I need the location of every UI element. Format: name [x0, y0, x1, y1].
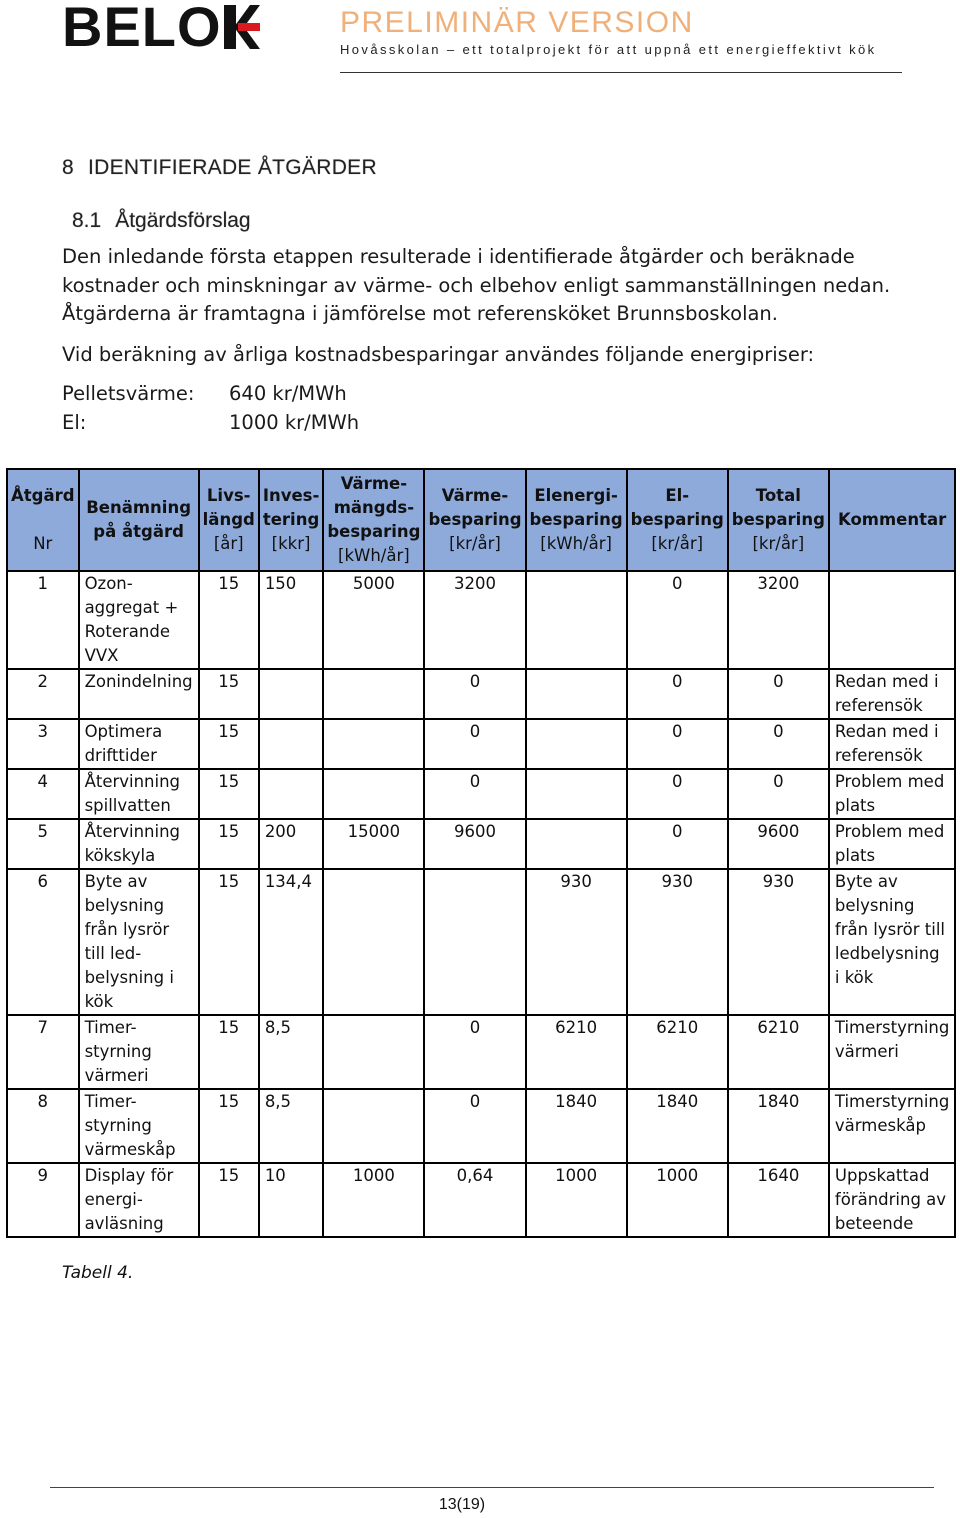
cell-livslangd: 15 — [199, 1015, 259, 1089]
header-elenergi: Elenergi- besparing [kWh/år] — [526, 469, 627, 571]
header-investering: Inves- tering [kkr] — [259, 469, 324, 571]
cell-investering — [259, 719, 324, 769]
cell-elbesparing: 0 — [627, 571, 728, 669]
section-number: 8 — [62, 156, 74, 179]
cell-varmemangd — [323, 1089, 424, 1163]
header-total: Total besparing [kr/år] — [728, 469, 829, 571]
table-row — [7, 819, 955, 869]
cell-livslangd: 15 — [199, 1163, 259, 1237]
cell-total: 0 — [728, 769, 829, 819]
cell-elenergi: 1000 — [526, 1163, 627, 1237]
logo-k-mark-icon — [224, 5, 260, 49]
cell-nr: 4 — [7, 769, 79, 819]
cell-kommentar: Redan med i referensök — [829, 719, 955, 769]
price-row-el — [62, 411, 360, 434]
cell-name: Timer- styrning värmeskåp — [79, 1089, 199, 1163]
cell-name: Display för energi- avläsning — [79, 1163, 199, 1237]
cell-varmemangd — [323, 669, 424, 719]
cell-investering: 8,5 — [259, 1089, 324, 1163]
table-row — [7, 769, 955, 819]
cell-livslangd: 15 — [199, 819, 259, 869]
cell-varmebesparing: 0 — [424, 769, 525, 819]
cell-name: Zonindelning — [79, 669, 199, 719]
header-atgard: Åtgärd Nr — [7, 469, 79, 571]
header-varmebesparing: Värme- besparing [kr/år] — [424, 469, 525, 571]
table-row — [7, 869, 955, 1015]
cell-livslangd: 15 — [199, 719, 259, 769]
document-subtitle: Hovåsskolan – ett totalprojekt för att uppnå ett energieffektivt kök — [340, 42, 877, 57]
cell-investering: 150 — [259, 571, 324, 669]
cell-elbesparing: 1000 — [627, 1163, 728, 1237]
cell-investering: 10 — [259, 1163, 324, 1237]
cell-investering — [259, 769, 324, 819]
cell-elbesparing: 930 — [627, 869, 728, 1015]
cell-varmebesparing: 3200 — [424, 571, 525, 669]
header-varmemangd: Värme- mängds- besparing [kWh/år] — [323, 469, 424, 571]
cell-total: 0 — [728, 669, 829, 719]
header-kommentar: Kommentar — [829, 469, 955, 571]
cell-elenergi — [526, 669, 627, 719]
table-row — [7, 1015, 955, 1089]
cell-elbesparing: 1840 — [627, 1089, 728, 1163]
cell-varmemangd — [323, 869, 424, 1015]
price-value: 640 kr/MWh — [229, 382, 347, 405]
cell-investering — [259, 669, 324, 719]
cell-elbesparing: 0 — [627, 669, 728, 719]
cell-kommentar: Byte av belysning från lysrör till ledbelysning i kök — [829, 869, 955, 1015]
cell-nr: 5 — [7, 819, 79, 869]
energy-price-intro: Vid beräkning av årliga kostnadsbesparingar användes följande energipriser: — [62, 343, 815, 366]
table-row — [7, 1163, 955, 1237]
cell-nr: 8 — [7, 1089, 79, 1163]
cell-elbesparing: 0 — [627, 819, 728, 869]
header-elbesparing: El- besparing [kr/år] — [627, 469, 728, 571]
cell-elenergi: 6210 — [526, 1015, 627, 1089]
cell-nr: 3 — [7, 719, 79, 769]
cell-livslangd: 15 — [199, 769, 259, 819]
price-label: Pelletsvärme: — [62, 382, 195, 405]
cell-total: 9600 — [728, 819, 829, 869]
intro-paragraph: Den inledande första etappen resulterade i identifierade åtgärder och beräknade kostnader och minskningar av värme- och elbehov enligt sammanställningen nedan. Åtgärderna är framtagna i jämförelse mot referensköket Brunnsboskolan. — [62, 245, 891, 325]
measures-table — [6, 468, 956, 1238]
cell-elenergi — [526, 571, 627, 669]
footer-divider — [50, 1487, 934, 1488]
cell-varmebesparing: 0 — [424, 1015, 525, 1089]
cell-elbesparing: 6210 — [627, 1015, 728, 1089]
cell-varmemangd: 1000 — [323, 1163, 424, 1237]
cell-varmebesparing: 0,64 — [424, 1163, 525, 1237]
cell-elenergi — [526, 769, 627, 819]
cell-name: Timer- styrning värmeri — [79, 1015, 199, 1089]
price-row-pellets — [62, 382, 347, 405]
cell-nr: 1 — [7, 571, 79, 669]
cell-elenergi: 930 — [526, 869, 627, 1015]
cell-kommentar — [829, 571, 955, 669]
cell-nr: 7 — [7, 1015, 79, 1089]
cell-total: 6210 — [728, 1015, 829, 1089]
cell-total: 0 — [728, 719, 829, 769]
cell-varmebesparing: 9600 — [424, 819, 525, 869]
subsection-number: 8.1 — [72, 209, 102, 232]
cell-livslangd: 15 — [199, 869, 259, 1015]
cell-name: Byte av belysning från lysrör till led- belysning i kök — [79, 869, 199, 1015]
header-divider — [340, 72, 902, 73]
subsection-heading — [72, 209, 251, 233]
cell-varmebesparing: 0 — [424, 719, 525, 769]
cell-varmemangd: 15000 — [323, 819, 424, 869]
header-benamning: Benämning på åtgärd — [79, 469, 199, 571]
logo-text: BELO — [62, 0, 222, 58]
price-value: 1000 kr/MWh — [229, 411, 360, 434]
cell-varmebesparing — [424, 869, 525, 1015]
subsection-title: Åtgärdsförslag — [115, 209, 251, 232]
cell-elenergi: 1840 — [526, 1089, 627, 1163]
cell-name: Återvinning spillvatten — [79, 769, 199, 819]
cell-elenergi — [526, 719, 627, 769]
cell-kommentar: Redan med i referensök — [829, 669, 955, 719]
cell-total: 930 — [728, 869, 829, 1015]
section-heading — [62, 156, 377, 180]
cell-varmebesparing: 0 — [424, 1089, 525, 1163]
cell-nr: 9 — [7, 1163, 79, 1237]
table-caption: Tabell 4. — [62, 1263, 134, 1283]
cell-varmemangd: 5000 — [323, 571, 424, 669]
cell-name: Ozon- aggregat + Roterande VVX — [79, 571, 199, 669]
cell-livslangd: 15 — [199, 669, 259, 719]
cell-total: 1840 — [728, 1089, 829, 1163]
table-header-row — [7, 469, 955, 571]
cell-elenergi — [526, 819, 627, 869]
cell-investering: 8,5 — [259, 1015, 324, 1089]
cell-varmemangd — [323, 1015, 424, 1089]
cell-kommentar: Uppskattad förändring av beteende — [829, 1163, 955, 1237]
cell-nr: 2 — [7, 669, 79, 719]
cell-kommentar: Problem med plats — [829, 769, 955, 819]
cell-investering: 200 — [259, 819, 324, 869]
cell-varmemangd — [323, 719, 424, 769]
cell-elbesparing: 0 — [627, 769, 728, 819]
cell-livslangd: 15 — [199, 1089, 259, 1163]
table-row — [7, 571, 955, 669]
cell-kommentar: Timerstyrning värmeri — [829, 1015, 955, 1089]
cell-elbesparing: 0 — [627, 719, 728, 769]
table-row — [7, 1089, 955, 1163]
document-status-title: PRELIMINÄR VERSION — [340, 6, 694, 39]
table-row — [7, 669, 955, 719]
page-number: 13(19) — [438, 1496, 486, 1513]
cell-varmemangd — [323, 769, 424, 819]
cell-name: Optimera drifttider — [79, 719, 199, 769]
cell-livslangd: 15 — [199, 571, 259, 669]
section-title: IDENTIFIERADE ÅTGÄRDER — [87, 156, 377, 179]
cell-total: 1640 — [728, 1163, 829, 1237]
cell-investering: 134,4 — [259, 869, 324, 1015]
company-logo — [62, 0, 260, 58]
header-livslangd: Livs- längd [år] — [199, 469, 259, 571]
cell-total: 3200 — [728, 571, 829, 669]
cell-varmebesparing: 0 — [424, 669, 525, 719]
cell-kommentar: Problem med plats — [829, 819, 955, 869]
cell-kommentar: Timerstyrning värmeskåp — [829, 1089, 955, 1163]
table-row — [7, 719, 955, 769]
price-label: El: — [62, 411, 87, 434]
cell-name: Återvinning kökskyla — [79, 819, 199, 869]
cell-nr: 6 — [7, 869, 79, 1015]
